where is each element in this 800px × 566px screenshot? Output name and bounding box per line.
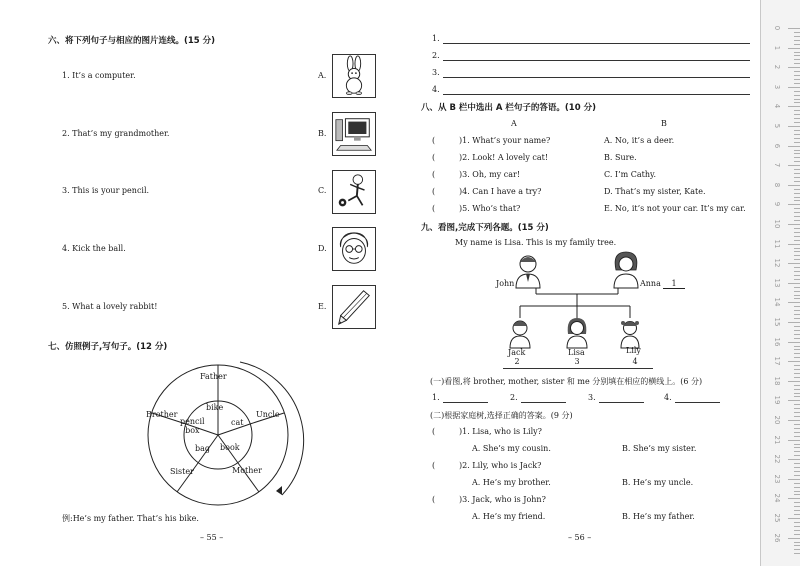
ruler-number: 18	[773, 376, 781, 386]
ruler-tick	[794, 530, 800, 531]
ruler-tick	[794, 424, 800, 425]
tree-name-john: John	[496, 279, 515, 288]
ruler-tick	[794, 118, 800, 119]
match-open-bracket[interactable]: (	[432, 170, 436, 179]
ruler-tick	[788, 479, 800, 480]
ruler-number: 23	[773, 474, 781, 484]
ruler-tick	[788, 518, 800, 519]
ruler-tick	[794, 193, 800, 194]
picture-letter-d: D.	[318, 244, 327, 253]
lily-portrait-icon	[621, 321, 639, 348]
ruler-tick	[794, 130, 800, 131]
answer-line-label-4: 4.	[432, 85, 440, 94]
ruler-number: 12	[773, 258, 781, 268]
ruler-number: 13	[773, 278, 781, 288]
ruler-tick	[794, 306, 800, 307]
ruler-number: 4	[773, 104, 781, 109]
ruler-tick	[794, 377, 800, 378]
match-a-2: )2. Look! A lovely cat!	[459, 153, 549, 162]
ruler-number: 1	[773, 45, 781, 50]
ruler-tick	[788, 224, 800, 225]
ruler-tick	[794, 428, 800, 429]
blank-label-3: 3.	[588, 393, 596, 402]
ruler-tick	[794, 553, 800, 554]
john-portrait-icon	[516, 256, 540, 288]
ruler-tick	[794, 134, 800, 135]
match-b-c: C. I’m Cathy.	[604, 170, 657, 179]
ruler-tick	[788, 361, 800, 362]
ruler-tick	[794, 142, 800, 143]
page-number-right: – 56 –	[568, 533, 592, 542]
ruler-tick	[794, 181, 800, 182]
ruler-tick	[794, 334, 800, 335]
ruler-number: 15	[773, 317, 781, 327]
ruler-tick	[788, 126, 800, 127]
ruler-tick	[794, 271, 800, 272]
ruler-tick	[794, 32, 800, 33]
wheel-outer-brother: Brother	[146, 410, 178, 419]
answer-line-2[interactable]	[443, 60, 750, 61]
ruler-tick	[794, 102, 800, 103]
ruler-tick	[794, 326, 800, 327]
ruler-number: 25	[773, 513, 781, 523]
blank-label-2: 2.	[510, 393, 518, 402]
ruler-number: 20	[773, 415, 781, 425]
match-b-e: E. No, it’s not your car. It’s my car.	[604, 204, 746, 213]
ruler-tick	[794, 79, 800, 80]
ruler-tick	[794, 208, 800, 209]
ruler-number: 21	[773, 435, 781, 445]
ruler-tick	[788, 283, 800, 284]
sentence-2: 2. That’s my grandmother.	[62, 129, 170, 138]
ruler-tick	[794, 161, 800, 162]
match-a-4: )4. Can I have a try?	[459, 187, 542, 196]
ruler-tick	[794, 447, 800, 448]
ruler-tick	[794, 310, 800, 311]
ruler-tick	[788, 302, 800, 303]
ruler-tick	[788, 459, 800, 460]
part2-title: (二)根据家庭树,选择正确的答案。(9 分)	[430, 411, 573, 420]
match-b-b: B. Sure.	[604, 153, 637, 162]
ruler-tick	[794, 514, 800, 515]
ruler-tick	[788, 498, 800, 499]
ruler-tick	[794, 52, 800, 53]
ruler-number: 11	[773, 239, 781, 249]
ruler-tick	[788, 67, 800, 68]
ruler-tick	[794, 153, 800, 154]
question-2-option-b[interactable]: B. He’s my uncle.	[622, 478, 694, 487]
ruler-tick	[788, 381, 800, 382]
computer-icon[interactable]	[332, 112, 376, 156]
ruler-tick	[794, 248, 800, 249]
ruler-tick	[794, 114, 800, 115]
ruler-tick	[794, 353, 800, 354]
question-1: )1. Lisa, who is Lily?	[459, 427, 542, 436]
wheel-outer-uncle: Uncle	[256, 410, 280, 419]
wheel-inner-bag: bag	[195, 444, 211, 453]
ruler-number: 0	[773, 25, 781, 31]
sentence-5: 5. What a lovely rabbit!	[62, 302, 158, 311]
ruler-number: 3	[773, 84, 781, 90]
ruler-tick	[794, 232, 800, 233]
ruler-number: 2	[773, 64, 781, 70]
ruler-tick	[794, 502, 800, 503]
tree-name-lisa: Lisa	[568, 348, 585, 357]
blank-line-2[interactable]	[521, 402, 566, 403]
wheel-inner-book: book	[220, 443, 240, 452]
tree-number-underline	[503, 368, 653, 369]
wheel-outer-mother: Mother	[232, 466, 262, 475]
ruler-number: 19	[773, 395, 781, 405]
tree-jack-number: 2	[514, 357, 520, 366]
ruler-tick	[794, 298, 800, 299]
ruler-tick	[788, 322, 800, 323]
ruler-number: 24	[773, 493, 781, 503]
ruler-tick	[794, 259, 800, 260]
ruler-tick	[794, 287, 800, 288]
ruler-tick	[794, 71, 800, 72]
ruler-tick	[794, 463, 800, 464]
answer-line-label-3: 3.	[432, 68, 440, 77]
answer-line-1[interactable]	[443, 43, 750, 44]
ruler-tick	[794, 475, 800, 476]
ruler-tick	[794, 59, 800, 60]
ruler-number: 10	[773, 219, 781, 229]
ruler-tick	[794, 240, 800, 241]
ruler-tick	[794, 169, 800, 170]
match-open-bracket[interactable]: (	[432, 204, 436, 213]
ruler-number: 26	[773, 533, 781, 543]
tree-anna-number: 1	[663, 279, 685, 289]
match-open-bracket[interactable]: (	[432, 136, 436, 145]
boy-kicking-ball-icon[interactable]	[332, 170, 376, 214]
ruler-number: 16	[773, 337, 781, 347]
match-open-bracket[interactable]: (	[432, 187, 436, 196]
ruler-tick	[794, 157, 800, 158]
ruler-tick	[788, 48, 800, 49]
ruler-number: 9	[773, 202, 781, 207]
ruler-tick	[794, 200, 800, 201]
ruler-tick	[794, 40, 800, 41]
question-open-bracket[interactable]: (	[432, 427, 436, 436]
ruler-number: 6	[773, 143, 781, 148]
ruler-tick	[794, 404, 800, 405]
ruler-number: 5	[773, 123, 781, 129]
ruler-tick	[788, 440, 800, 441]
question-3: )3. Jack, who is John?	[459, 495, 546, 504]
picture-letter-c: C.	[318, 186, 327, 195]
ruler-tick	[794, 212, 800, 213]
match-open-bracket[interactable]: (	[432, 153, 436, 162]
tree-name-jack: Jack	[508, 348, 526, 357]
ruler-tick	[794, 197, 800, 198]
ruler-tick	[794, 534, 800, 535]
ruler-tick	[794, 455, 800, 456]
picture-letter-e: E.	[318, 302, 327, 311]
answer-line-4[interactable]	[443, 94, 750, 95]
picture-letter-a: A.	[318, 71, 327, 80]
wheel-inner-bike: bike	[206, 403, 224, 412]
ruler-tick	[794, 436, 800, 437]
ruler-tick	[788, 420, 800, 421]
ruler-tick	[794, 542, 800, 543]
ruler-tick	[788, 87, 800, 88]
ruler-tick	[794, 389, 800, 390]
blank-line-4[interactable]	[675, 402, 720, 403]
ruler-tick	[794, 357, 800, 358]
wheel-inner-cat: cat	[231, 418, 244, 427]
match-b-a: A. No, it’s a deer.	[604, 136, 675, 145]
ruler-tick	[794, 526, 800, 527]
pencil-icon[interactable]	[332, 285, 376, 329]
column-a-header: A	[511, 119, 517, 128]
ruler-tick	[794, 138, 800, 139]
ruler-tick	[794, 396, 800, 397]
ruler-tick	[794, 36, 800, 37]
ruler-tick	[794, 451, 800, 452]
ruler-tick	[788, 244, 800, 245]
question-3-option-b[interactable]: B. He’s my father.	[622, 512, 695, 521]
ruler-tick	[788, 165, 800, 166]
answer-line-3[interactable]	[443, 77, 750, 78]
answer-line-label-1: 1.	[432, 34, 440, 43]
match-a-3: )3. Oh, my car!	[459, 170, 521, 179]
ruler-tick	[794, 173, 800, 174]
ruler-tick	[794, 349, 800, 350]
ruler-tick	[794, 220, 800, 221]
rabbit-icon[interactable]	[332, 54, 376, 98]
ruler-tick	[794, 338, 800, 339]
ruler-tick	[794, 432, 800, 433]
sentence-4: 4. Kick the ball.	[62, 244, 126, 253]
ruler-tick	[794, 216, 800, 217]
ruler-tick	[794, 122, 800, 123]
wheel-inner-pencil-box: pencil box	[180, 417, 205, 435]
wheel-outer-father: Father	[200, 372, 227, 381]
ruler-tick	[794, 255, 800, 256]
ruler-tick	[794, 279, 800, 280]
ruler-tick	[794, 150, 800, 151]
tree-name-anna: Anna	[640, 279, 661, 288]
sentence-3: 3. This is your pencil.	[62, 186, 150, 195]
ruler-number: 8	[773, 182, 781, 188]
ruler-tick	[788, 185, 800, 186]
blank-line-1[interactable]	[443, 402, 488, 403]
ruler-tick	[788, 342, 800, 343]
ruler-number: 22	[773, 454, 781, 464]
ruler-number: 7	[773, 162, 781, 168]
ruler-tick	[794, 55, 800, 56]
ruler-tick	[794, 91, 800, 92]
ruler-tick	[794, 44, 800, 45]
ruler-tick	[794, 75, 800, 76]
example-sentence: 例:He’s my father. That’s his bike.	[62, 514, 199, 523]
ruler-tick	[794, 228, 800, 229]
ruler-tick	[794, 385, 800, 386]
ruler-tick	[794, 318, 800, 319]
ruler-tick	[794, 99, 800, 100]
match-b-d: D. That’s my sister, Kate.	[604, 187, 706, 196]
match-a-1: )1. What’s your name?	[459, 136, 551, 145]
ruler-tick	[794, 95, 800, 96]
ruler-tick	[794, 110, 800, 111]
ruler-tick	[794, 295, 800, 296]
ruler-tick	[794, 408, 800, 409]
blank-label-1: 1.	[432, 393, 440, 402]
lisa-portrait-icon	[567, 318, 587, 348]
ruler-tick	[794, 483, 800, 484]
ruler-tick	[794, 444, 800, 445]
part1-title: (一)看图,将 brother, mother, sister 和 me 分别填在相应的横线上。(6 分)	[430, 377, 703, 386]
ruler-tick	[788, 28, 800, 29]
ruler-tick	[794, 522, 800, 523]
ruler-tick	[794, 275, 800, 276]
tree-lily-number: 4	[632, 357, 638, 366]
ruler-tick	[788, 538, 800, 539]
ruler-tick	[794, 393, 800, 394]
blank-label-4: 4.	[664, 393, 672, 402]
ruler-tick	[794, 416, 800, 417]
ruler-tick	[788, 106, 800, 107]
question-1-option-a[interactable]: A. She’s my cousin.	[472, 444, 551, 453]
question-3-option-a[interactable]: A. He’s my friend.	[472, 512, 546, 521]
ruler-tick	[794, 267, 800, 268]
ruler-tick	[794, 412, 800, 413]
section7-title: 七、仿照例子,写句子。(12 分)	[48, 342, 168, 352]
ruler-tick	[794, 373, 800, 374]
ruler-tick	[794, 491, 800, 492]
ruler-tick	[794, 549, 800, 550]
match-a-5: )5. Who’s that?	[459, 204, 521, 213]
picture-letter-b: B.	[318, 129, 327, 138]
ruler-tick	[794, 177, 800, 178]
family-tree-intro: My name is Lisa. This is my family tree.	[455, 238, 617, 247]
section6-title: 六、将下列句子与相应的图片连线。(15 分)	[48, 36, 216, 46]
question-2: )2. Lily, who is Jack?	[459, 461, 542, 470]
tree-lisa-number: 3	[574, 357, 580, 366]
ruler-tick	[788, 146, 800, 147]
ruler-tick	[788, 400, 800, 401]
ruler-number: 14	[773, 297, 781, 307]
ruler-tick	[794, 236, 800, 237]
ruler-tick	[788, 204, 800, 205]
ruler-tick	[794, 189, 800, 190]
wheel-outer-sister: Sister	[170, 467, 194, 476]
ruler-tick	[794, 494, 800, 495]
ruler-tick	[794, 487, 800, 488]
ruler-tick	[794, 545, 800, 546]
column-b-header: B	[661, 119, 667, 128]
ruler-tick	[794, 330, 800, 331]
question-open-bracket[interactable]: (	[432, 495, 436, 504]
question-1-option-b[interactable]: B. She’s my sister.	[622, 444, 697, 453]
ruler-tick	[794, 506, 800, 507]
grandmother-icon[interactable]	[332, 227, 376, 271]
ruler-tick	[794, 314, 800, 315]
question-open-bracket[interactable]: (	[432, 461, 436, 470]
tree-name-lily: Lily	[626, 346, 641, 355]
ruler-tick	[794, 467, 800, 468]
ruler-tick	[794, 346, 800, 347]
ruler-tick	[794, 471, 800, 472]
ruler	[760, 0, 800, 566]
question-2-option-a[interactable]: A. He’s my brother.	[472, 478, 551, 487]
ruler-tick	[794, 251, 800, 252]
sentence-1: 1. It’s a computer.	[62, 71, 136, 80]
ruler-tick	[794, 369, 800, 370]
page-number-left: – 55 –	[200, 533, 224, 542]
blank-line-3[interactable]	[599, 402, 644, 403]
ruler-number: 17	[773, 356, 781, 366]
ruler-tick	[794, 510, 800, 511]
section9-title: 九、看图,完成下列各题。(15 分)	[421, 223, 549, 233]
ruler-tick	[794, 83, 800, 84]
ruler-tick	[794, 365, 800, 366]
answer-line-label-2: 2.	[432, 51, 440, 60]
section8-title: 八、从 B 栏中选出 A 栏句子的答语。(10 分)	[421, 103, 596, 113]
anna-portrait-icon	[614, 252, 638, 288]
ruler-tick	[788, 263, 800, 264]
ruler-tick	[794, 291, 800, 292]
jack-portrait-icon	[510, 321, 530, 348]
ruler-tick	[794, 63, 800, 64]
